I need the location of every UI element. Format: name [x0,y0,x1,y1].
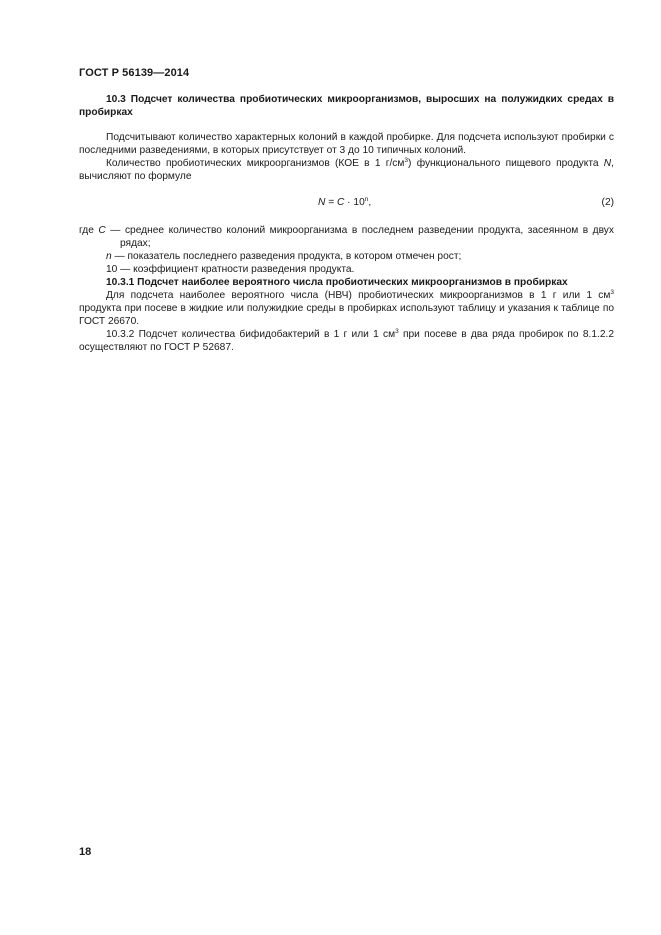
text-run: Для подсчета наиболее вероятного числа (НВЧ) пробиотических микроорганизмов в 1 г или 1 см [106,290,611,301]
where-n-definition [79,250,614,263]
section-heading-10-3-1: 10.3.1 Подсчет наиболее вероятного числа пробиотических микроорганизмов в пробирках [106,277,568,288]
page-number: 18 [79,846,92,858]
formula-lhs: N [318,197,326,208]
paragraph-bifidobacteria [79,328,614,354]
text-run: Количество пробиотических микроорганизмов (КОЕ в 1 г/см [106,158,405,169]
where-c-var: C [98,225,106,236]
text-run: , вычисляют по формуле [79,158,614,182]
text-run: 10.3.2 Подсчет количества бифидобактерий в 1 г или 1 см [106,329,396,340]
document-body [79,93,614,354]
paragraph-formula-intro [79,157,614,183]
section-heading-10-3: 10.3 Подсчет количества пробиотических микроорганизмов, выросших на полужидких средах в пробирках [79,94,614,118]
document-header: ГОСТ Р 56139—2014 [79,67,190,79]
superscript: 3 [610,289,614,296]
paragraph-mpn [79,289,614,328]
formula-row [79,196,614,209]
variable-n: N [603,158,612,169]
where-ten-definition: 10 — коэффициент кратности разведения продукта. [106,264,355,275]
formula-number: (2) [601,197,614,208]
where-c-definition [79,224,614,250]
formula-base: · 10 [344,197,365,208]
formula [318,196,371,209]
text-run: ) функционального пищевого продукта [408,158,604,169]
superscript: 3 [395,328,399,335]
formula-comma: , [368,197,372,208]
formula-equals: = [325,197,337,208]
where-c-text: — среднее количество колоний микроорганизма в последнем разведении продукта, засеянном в двух рядах; [105,225,614,249]
formula-exponent: n [364,196,369,203]
where-n-var: n [106,251,112,262]
where-prefix: где [79,225,99,236]
paragraph-counting-colonies: Подсчитывают количество характерных колоний в каждой пробирке. Для подсчета используют пробирки с последними разведениями, в которых присутствует от 3 до 10 типичных колоний. [79,132,614,156]
text-run: при посеве в два ряда пробирок по 8.1.2.2 осуществляют по ГОСТ Р 52687. [79,329,615,353]
where-n-text: — показатель последнего разведения продукта, в котором отмечен рост; [111,251,462,262]
superscript: 3 [404,157,409,164]
text-run: продукта при посеве в жидкие или полужидкие среды в пробирках используют таблицу и указания к таблице по ГОСТ 26670. [79,303,614,327]
formula-c: C [336,197,345,208]
